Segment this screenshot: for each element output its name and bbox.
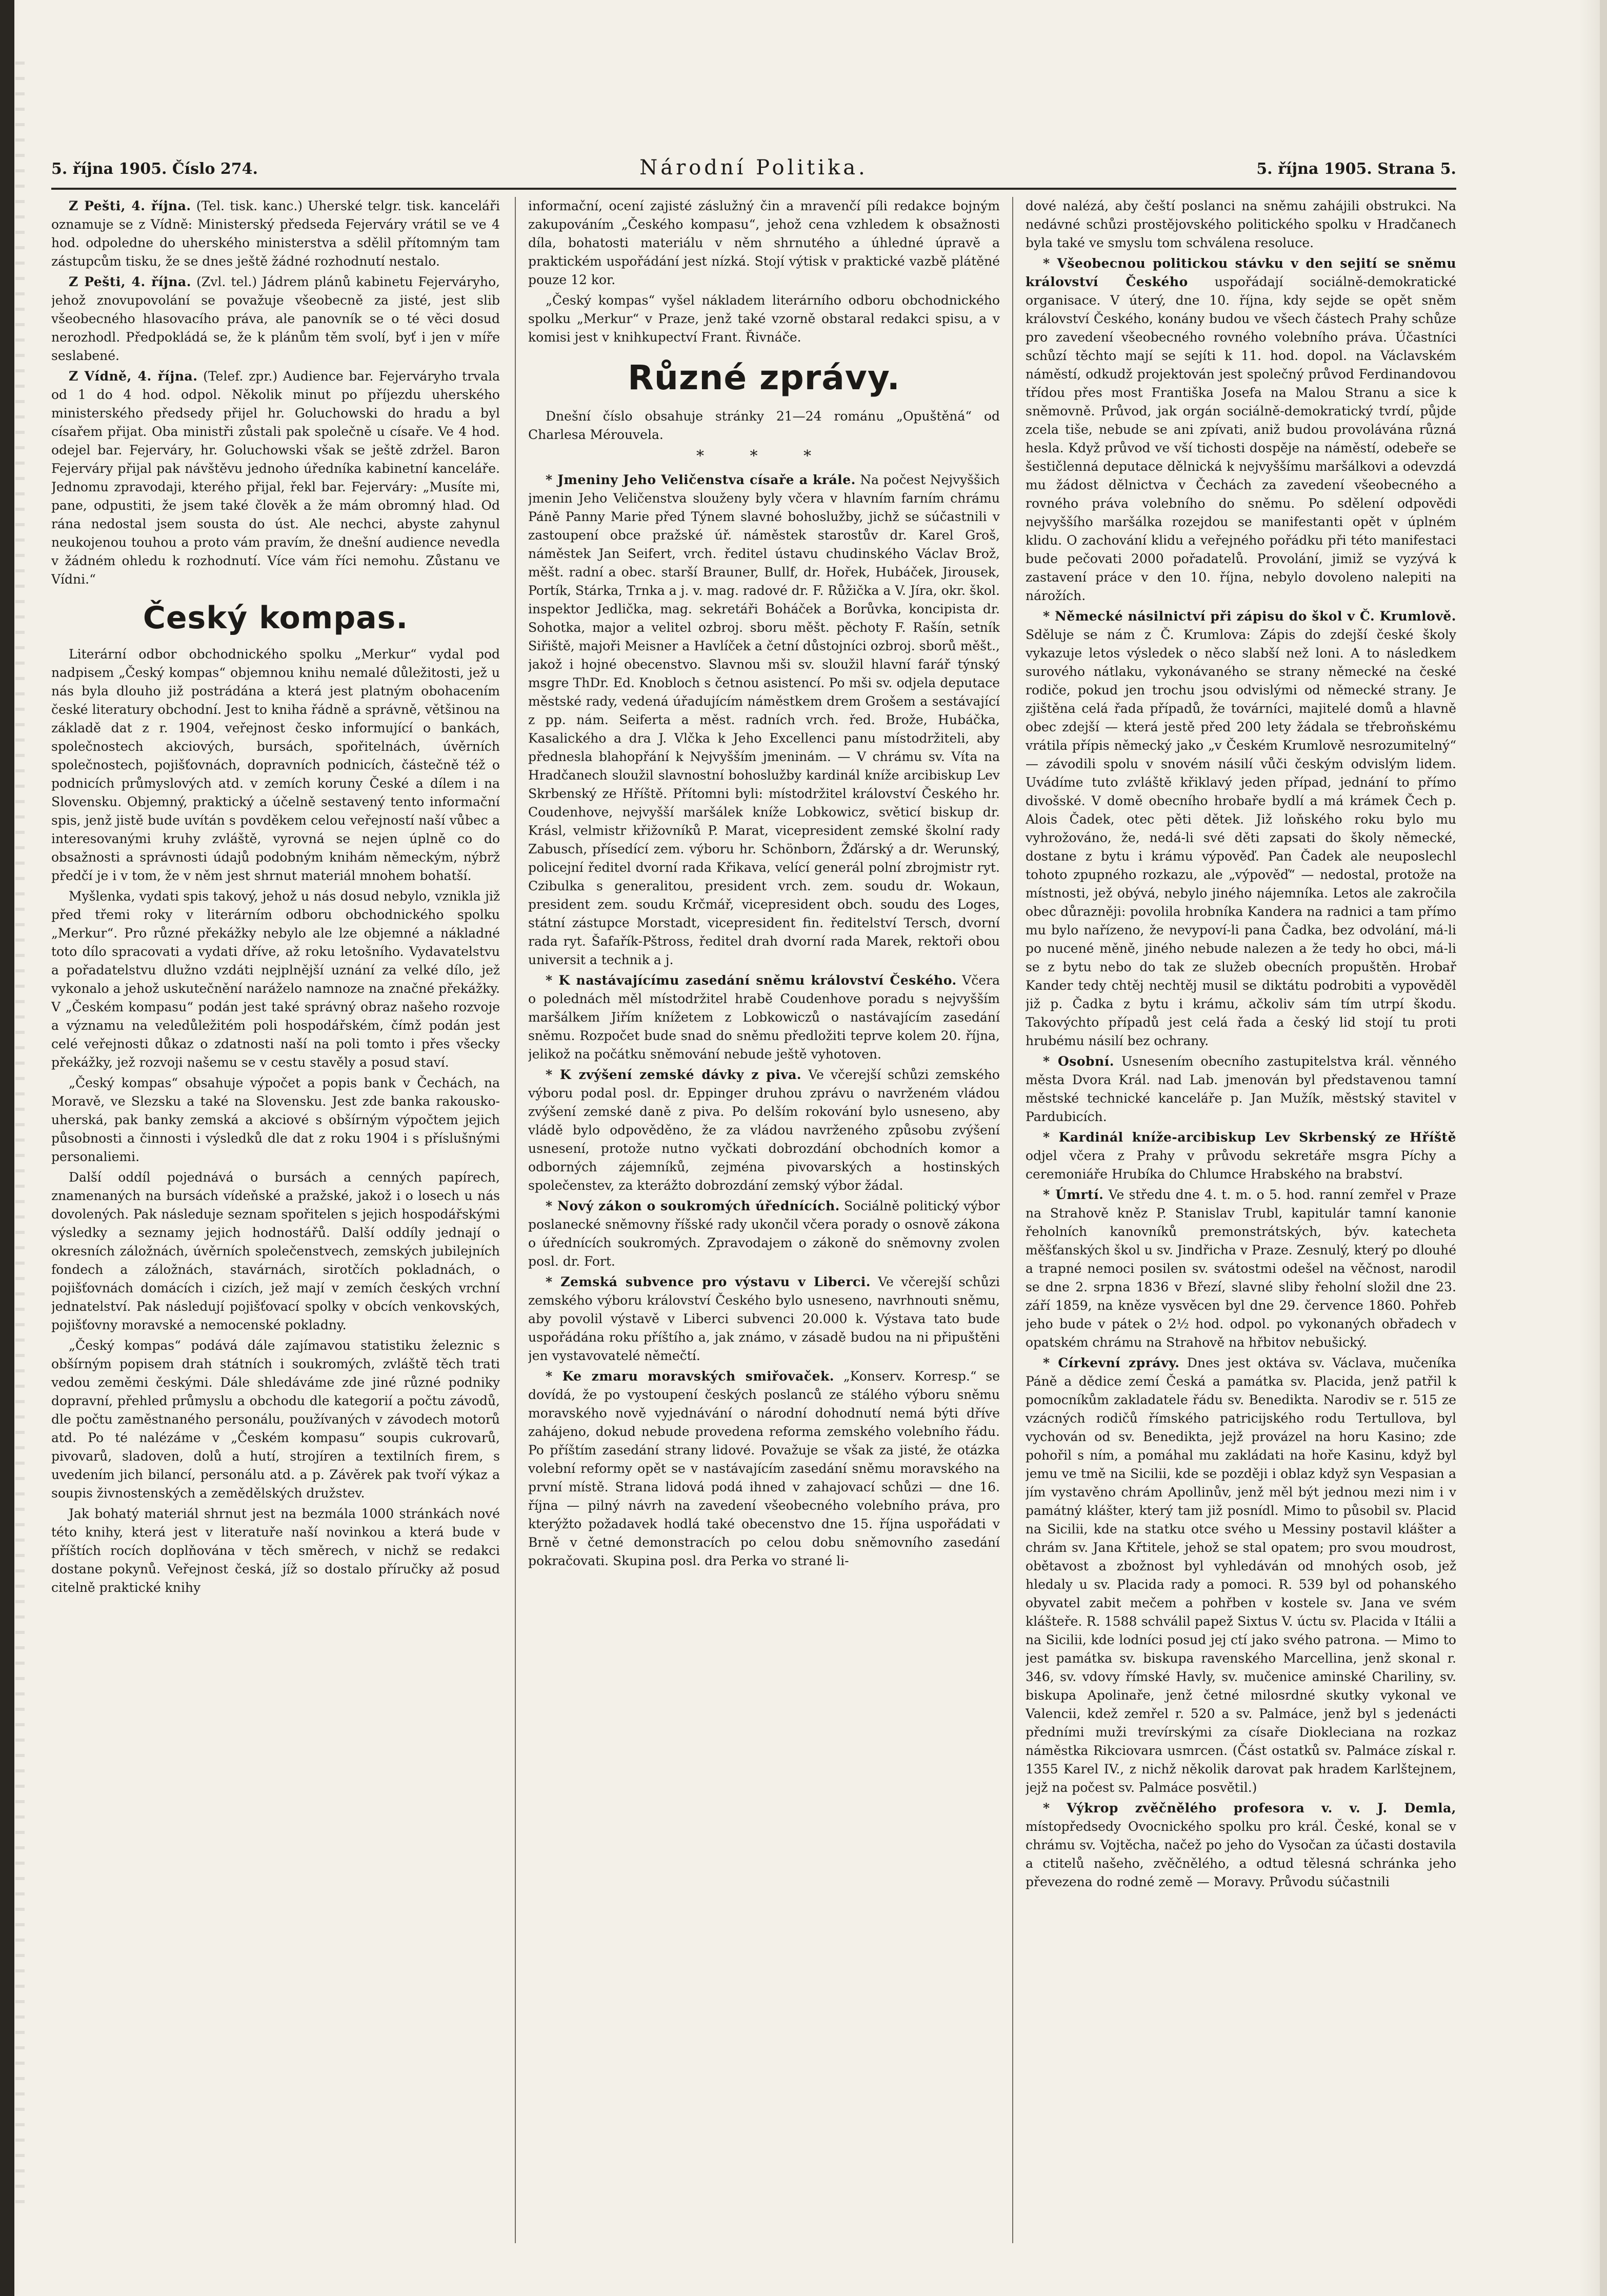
article-paragraph — [51, 197, 500, 271]
article-paragraph: Myšlenka, vydati spis takový, jehož u nás dosud nebylo, vznikla již před třemi roky v literárním odboru obchodnického spolku „Merkur“. Pro různé překážky nebylo ale lze objemné a nákladné toto dílo spracovati a vydati dříve, až roku letošního. Vydavatelstvu a pořadatelstvu dlužno vzdáti nejplnější uznání za velké dílo, jež vykonalo a jehož uskutečnění naráželo namnoze na značné překážky. V „Českém kompasu“ podán jest také správný obraz našeho rozvoje a významu na veledůležitém poli hospodářském, čímž podán jest celé veřejnosti důkaz o zdatnosti naší na poli tomto i přes všecky překážky, jež rozvoji našemu se v cestu stavěly a posud staví. — [51, 889, 500, 1070]
column-divider — [1012, 197, 1013, 2243]
article-paragraph: Dnešní číslo obsahuje stránky 21—24 románu „Opuštěná“ od Charlesa Mérouvela. — [528, 409, 1000, 442]
column-divider — [515, 197, 516, 2243]
article-paragraph — [1026, 1186, 1456, 1352]
article-text: Ve včerejší schůzi zemského výboru podal posl. dr. Eppinger druhou zprávu o navrženém vládou zvýšení zemské daně z piva. Po delším rokování bylo usneseno, aby vládě bylo odpověděno, že za vládou navrženého způsobu zvýšení usnesení, protože nutno vyčkati dobrozdání obchodních komor a odborných zájemníků, zejména pivovarských a hostinských společenstev, za kterážto dobrozdání zemský výbor žádal. — [528, 1067, 1000, 1193]
article-paragraph — [1026, 1128, 1456, 1184]
section-separator-stars: * * * — [696, 447, 832, 465]
article-lead: * Výkrop zvěčnělého profesora v. v. J. Demla, — [1043, 1801, 1456, 1815]
article-paragraph: Literární odbor obchodnického spolku „Merkur“ vydal pod nadpisem „Český kompas“ objemnou knihu nemalé důležitosti, jež u nás byla dlouho již postrádána a která jest platným obohacením české literatury obchodní. Jest to kniha řádně a správně, většinou na základě dat z r. 1904, veřejnost česko informující o bankách, společnostech akciových, bursách, spořitelnách, úvěrních společnostech, pojišťovnách, dopravních podnicích, částečně též o podnicích průmyslových atd. v zemích koruny České a dílem i na Slovensku. Objemný, praktický a účelně sestavený tento informační spis, jenž jistě bude uvítán s povděkem celou veřejností naší vůbec a interesovanými kruhy zvláště, vyrovná se nejen úplně co do obsažnosti a správnosti údajů podobným knihám německým, nýbrž předčí je i v tom, že v něm jest shrnut materiál mnohem bohatší. — [51, 647, 500, 883]
article-lead: * K zvýšení zemské dávky z piva. — [546, 1067, 802, 1082]
page-header — [51, 154, 1456, 185]
column-2 — [528, 197, 1000, 2243]
scan-right-edge — [1600, 0, 1607, 2296]
article-paragraph — [1026, 607, 1456, 1050]
article-text: uspořádají sociálně-demokratické organisace. V úterý, dne 10. října, kdy sejde se opět sněm království Českého, konány budou ve všech částech Prahy schůze pro zavedení všeobecného rovného volebního práva. Účastníci schůzí těchto mají se sejíti k 11. hod. dopol. na Václavském náměstí, odkudž projektován jest společný průvod Ferdinandovou třídou přes most Františka Josefa na Malou Stranu a sice k sněmovně. Průvod, jak orgán sociálně-demokratický tvrdí, půjde zcela tiše, nebude se ani zpívati, aniž budou provolávána různá hesla. Když průvod ve vší tichosti dospěje na náměstí, odebeře se šestičlenná deputace dělnická k nejvyššímu maršálkovi a odevzdá mu žádost dělnictva v Čechách za zavedení všeobecného a rovného práva volebního do sněmu. Po sdělení odpovědi nejvyššího maršálka rozejdou se manifestanti opět v úplném klidu. O zachování klidu a veřejného pořádku při této manifestaci bude pečovati 2000 pořadatelů. Provolání, jimiž se vyzývá k zastavení práce v den 10. října, nebylo dovoleno nalepiti na nárožích. — [1026, 274, 1456, 603]
article-paragraph — [1026, 1354, 1456, 1797]
article-lead: * Všeobecnou politickou stávku v den sejití se sněmu království Českého — [1026, 256, 1456, 289]
article-paragraph — [1026, 1799, 1456, 1891]
article-lead: * Jmeniny Jeho Veličenstva císaře a krále. — [546, 472, 856, 487]
article-paragraph — [1026, 254, 1456, 605]
article-paragraph — [528, 1066, 1000, 1195]
article-text: Sděluje se nám z Č. Krumlova: Zápis do zdejší české školy vykazuje letos výsledek o něco slabší než loni. A to následkem surového nátlaku, vykonávaného se strany německé na české rodiče, pokud jen trochu jsou odvislými od německé strany. Je zjištěna celá řada případů, že továrníci, majitelé domů a hlavně obec zdejší — která jestě před 200 lety žádala se třebroňskému vrátila přípis německý jako „v Českém Krumlově nesrozumitelný“ — závodili spolu v snovém násilí vůči českým odvislým lidem. Uvádíme tuto zvláště křiklavý jeden případ, jednání to přímo divošské. V domě obecního hrobaře bydlí a má krámek Čech p. Alois Čadek, otec pěti dětek. Již loňského roku bylo mu vyhrožováno, že, nedá-li své děti zapsati do školy německé, dostane z bytu i krámu výpověď. Pan Čadek ale neuposlechl tohoto zpupného rozkazu, ale „výpověď“ — nedostal, protože na místnosti, jež obývá, nebylo jiného nájemníka. Letos ale zakročila obec důrazněji: povolila hrobníka Kandera na radnici a tam přímo mu bylo nařízeno, že nevypoví-li pana Čadka, bez odvolání, má-li po nucené měně, jiného nebude nalezen a že tedy ho obci, má-li se z bytu nebo do tak ze služeb obecních propuštěn. Hrobař Kander tedy chtěj nechtěj musil se diktátu podrobiti a vypověděl již p. Čadka z bytu i krámu, ačkoliv sám tím utrpí škodu. Takovýchto případů jest celá řada a český lid stojí tu proti hrubému násilí bez ochrany. — [1026, 627, 1456, 1048]
article-text: místopředsedy Ovocnického spolku pro král. České, konal se v chrámu sv. Vojtěcha, načež po jeho do Vysočan za účasti dostavila a ctitelů našeho, zvěčnělého, a odtud tělesná schránka jeho převezena do rodné země — Moravy. Průvodu súčastnili — [1026, 1819, 1456, 1889]
article-text: (Telef. zpr.) Audience bar. Fejerváryho trvala od 1 do 4 hod. odpol. Několik minut po příjezdu uherského ministerského předsedy přijel hr. Goluchowski do hradu a byl císařem přijat. Oba ministři zůstali pak společně u císaře. Ve 4 hod. odejel bar. Fejerváry, hr. Goluchowski však se ještě zdržel. Baron Fejerváry přijal pak návštěvu jednoho úředníka kabinetní kanceláře. Jednomu zpravodaji, kterého přijal, řekl bar. Fejerváry: „Musíte mi, pane, odpustiti, že jsem také člověk a že mám obromný hlad. Od rána nedostal jsem sousta do úst. Ale nechci, abyste zahynul neukojenou touhou a proto vám pravím, že dnešní audience nevedla v žádném ohledu k rozhodnutí. Více vám říci nemohu. Zůstanu ve Vídni.“ — [51, 369, 500, 587]
article-paragraph: Další oddíl pojednává o bursách a cenných papírech, znamenaných na bursách vídeňské a pražské, jakož i o losech u nás dovolených. Pak následuje seznam spořitelen s jejich hospodářskými výsledky a seznamy jejich hodnostářů. Další oddíly jednají o okresních záložnách, úvěrních společenstvech, zemských jubilejních fondech a záložnách, stavárnách, sirotčích pokladnách, o pojišťovnách domácích i cizích, jež mají v zemích českých vrchní jednatelství. Pak následují pojišťovací spolky v obcích venkovských, pojišťovny moravské a nemocenské pokladny. — [51, 1170, 500, 1332]
article-paragraph: dové nalézá, aby čeští poslanci na sněmu zahájili obstrukci. Na nedávné schůzi prostějovského politického spolku v Hradčanech byla také ve smyslu tom schválena resoluce. — [1026, 198, 1456, 250]
column-1 — [51, 197, 500, 2243]
header-date-issue: 5. října 1905. Číslo 274. — [51, 160, 258, 178]
header-rule — [51, 188, 1456, 190]
article-text: Usnesením obecního zastupitelstva král. věnného města Dvora Král. nad Lab. jmenován byl představenou tamní městské technické kanceláře p. Jan Mužík, městský stavitel v Pardubicích. — [1026, 1054, 1456, 1124]
article-lead: * Ke zmaru moravských smiřovaček. — [546, 1369, 834, 1384]
header-date-page: 5. října 1905. Strana 5. — [1256, 160, 1456, 178]
article-lead: * Osobní. — [1043, 1054, 1114, 1069]
article-lead: * Německé násilnictví při zápisu do škol v Č. Krumlově. — [1043, 609, 1456, 624]
article-paragraph: „Český kompas“ vyšel nákladem literárního odboru obchodnického spolku „Merkur“ v Praze, jenž také vzorně obstaral redakci spisu, a v komisi jest v knihkupectví Frant. Řivnáče. — [528, 293, 1000, 345]
scan-gutter-marks — [15, 62, 25, 2215]
article-paragraph — [528, 471, 1000, 969]
article-paragraph — [528, 1273, 1000, 1365]
article-lead: * Zemská subvence pro výstavu v Liberci. — [546, 1274, 871, 1289]
article-paragraph: „Český kompas“ obsahuje výpočet a popis bank v Čechách, na Moravě, ve Slezsku a také na Slovensku. Jest zde banka rakousko-uherská, pak banky zemská a akciové s obšírným výpočtem jejich působnosti a činnosti i výsledků dle dat z roku 1904 i s příslušnými personaliemi. — [51, 1075, 500, 1164]
article-lead: * Církevní zprávy. — [1043, 1355, 1180, 1370]
article-text: Ve středu dne 4. t. m. o 5. hod. ranní zemřel v Praze na Strahově kněz P. Stanislav Trubl, kapitulár tamní kanonie řeholních kanovníků premonstrátských, býv. katecheta měšťanských škol u sv. Jindřicha v Praze. Zesnulý, který po dlouhé a trapné nemoci posilen sv. svátostmi odešel na věčnost, narodil se dne 2. srpna 1836 v Březí, slavné sliby řeholní složil dne 23. září 1859, na kněze vysvěcen byl dne 29. července 1860. Pohřeb jeho bude v pátek o 2½ hod. odpol. po vykonaných obřadech v opatském chrámu na Strahově na hřbitov nebušický. — [1026, 1187, 1456, 1350]
column-3 — [1026, 197, 1456, 2243]
article-paragraph: informační, ocení zajisté záslužný čin a mravenčí píli redakce bojným zakupováním „Českého kompasu“, jehož cena vzhledem k obsažnosti díla, bohatosti materiálu v něm shrnutého a úhledné úpravě a praktickém uspořádání jest nízká. Stojí výtisk v praktické vazbě plátěné pouze 12 kor. — [528, 198, 1000, 287]
article-text: Dnes jest oktáva sv. Václava, mučeníka Páně a dědice zemí Česká a památka sv. Placida, jenž patřil k pomocníkům zakladatele řádu sv. Benedikta. Narodiv se r. 515 ze vzácných rodičů římského patricijského rodu Tertullova, byl vychován od sv. Benedikta, jejž provázel na horu Kasino; zde pohořil s ním, a pomáhal mu zakládati na hoře Kasinu, když byl jemu ve tmě na Sicilii, kde se později i oblaz když syn Vespasian a jím vystavěno chrám Apollinův, jenž měl být jednou mezi nim i v památný klášter, který tam již posnídl. Mimo to působil sv. Placid na Sicilii, kde na statku otce svého u Messiny postavil klášter a chrám sv. Jana Křtitele, jehož se stal opatem; pro svou moudrost, obětavost a zbožnost byl vyhledáván od mnohých osob, jež hledaly u sv. Placida rady a pomoci. R. 539 byl od pohanského obyvatel zabit mečem a pohřben v kostele sv. Jana ve svém klášteře. R. 1588 schválil papež Sixtus V. úctu sv. Placida v Itálii a na Sicilii, kde lodníci posud jej ctí jako svého patrona. — Mimo to jest památka sv. biskupa ravenského Marcellina, jenž skonal r. 346, sv. vdovy římské Havly, sv. mučenice aminské Chariliny, sv. biskupa Apolinaře, jenž četné milosrdné skutky vykonal ve Valencii, kdež zemřel r. 520 a sv. Palmáce, jenž byl s jedenácti předními muži trevírskými za císaře Diokleciana na rozkaz náměstka Rikciovara usmrcen. (Část ostatků sv. Palmáce získal r. 1355 Karel IV., z nichž několik darovat pak hradem Karlštejnem, jejž na počest sv. Palmáce posvětil.) — [1026, 1355, 1456, 1795]
article-paragraph — [528, 1197, 1000, 1271]
section-heading-ruzne-zpravy: Různé zprávy. — [628, 358, 900, 397]
masthead-title: Národní Politika. — [639, 156, 868, 179]
article-paragraph — [528, 1367, 1000, 1570]
article-paragraph — [51, 367, 500, 589]
article-text: (Zvl. tel.) Jádrem plánů kabinetu Fejerváryho, jehož znovupovolání se považuje všeobecně za jisté, jest slib všeobecného hlasovacího práva, ale panovník se o té věci dosud nerozhodl. Předpokládá se, že k plánům těm svolí, byť i jen v míře seslabené. — [51, 274, 500, 363]
section-heading-cesky-kompas: Český kompas. — [143, 600, 409, 636]
article-paragraph — [1026, 1052, 1456, 1126]
article-lead: Z Pešti, 4. října. — [69, 198, 191, 213]
article-text: Na počest Nejvyššich jmenin Jeho Veličenstva slouženy byly včera v hlavním farním chrámu Páně Panny Marie před Týnem slavné bohoslužby, jichž se súčastnili v zastoupení obce pražské úř. náměstek starostův dr. Karel Groš, náměstek Jan Seifert, vrch. ředitel ústavu chudinského Václav Brož, měšt. radní a obec. starší Brauner, Bullf, dr. Hořek, Hubáček, Jirousek, Portík, Stárka, Trnka a j. v. mag. radové dr. F. Růžička a V. Jíra, okr. škol. inspektor Jedlička, mag. sekretáři Boháček a Borůvka, koncipista dr. Sohotka, major a velitel ozbroj. sboru měšt. pěchoty F. Rašín, setník Siřiště, majoři Meisner a Havlíček a četní důstojníci ozbroj. sborů měšt., jakož i hojné obecenstvo. Slavnou mši sv. sloužil hlavní farář týnský msgre ThDr. Ed. Knobloch s četnou asistencí. Po mši sv. odjela deputace městské rady, vedená úřadujícím náměstkem drem Grošem a sestávající z pp. nám. Seiferta a měst. radních vrch. řed. Brože, Hubáčka, Kasalického a dra J. Vlčka k Jeho Excellenci panu místodržiteli, aby přednesla blahopřání k Nejvyšším jmeninám. — V chrámu sv. Víta na Hradčanech sloužil slavnostní bohoslužby kardinál kníže arcibiskup Lev Skrbenský ze Hříště. Přítomni byli: místodržitel království Českého hr. Coudenhove, nejvyšší maršálek kníže Lobkowicz, světicí biskup dr. Krásl, velmistr křižovníků P. Marat, vicepresident zemské školní rady Zabusch, přísedící zem. výboru hr. Schönborn, Žďárský a dr. Werunský, policejní ředitel dvorní rada Křikava, velící generál polní zbrojmistr ryt. Czibulka s generalitou, president vrch. zem. soudu dr. Wokaun, president zem. soudu Krčmář, vicepresident obch. soudu des Loges, státní zástupce Morstadt, vicepresident fin. ředitelství Tersch, dvorní rada ryt. Šafařík-Pštross, ředitel drah dvorní rada Marek, rektoři obou universit a technik a j. — [528, 472, 1000, 967]
article-paragraph: „Český kompas“ podává dále zajímavou statistiku železnic s obšírným popisem drah státních i soukromých, zvláště těch trati vedou zeměmi českými. Dále shledáváme zde jiné různé podniky dopravní, přehled průmyslu a obchodu dle kategorií a počtu závodů, dle počtu zaměstnaného personálu, používaných v závodech motorů atd. Po té nalézáme v „Českém kompasu“ soupis cukrovarů, pivovarů, sladoven, dolů a hutí, strojíren a textilních firem, s uvedením jich bilancí, personálu atd. a p. Závěrek pak tvoří výkaz a soupis živnostenských a zemědělských družstev. — [51, 1338, 500, 1501]
article-lead: Z Vídně, 4. října. — [69, 369, 198, 384]
article-text: Včera o polednách měl místodržitel hrabě Coudenhove poradu s nejvyšším maršálkem Jiřím knížetem z Lobkowiczů o nastávajícím zasedání sněmu. Rozpočet bude snad do sněmu předložiti teprve kolem 20. října, jelikož na počátku sněmování nebude ještě vyhotoven. — [528, 973, 1000, 1062]
article-text: „Konserv. Korresp.“ se dovídá, že po vystoupení českých poslanců ze stálého výboru sněmu moravského nově vyjednávání o národní dohodnutí nemá býti dříve zahájeno, dokud nebude provedena reforma zemského volebního řádu. Po příštím zasedání strany lidové. Považuje se však za jisté, že otázka volební reformy opět se v nastávajícím zasedání sněmu moravského na první místě. Strana lidová podá ihned v zahajovací schůzi — dne 16. října — pilný návrh na zavedení všeobecného volebního práva, pro kterýžto požadavek hodlá také obecenstvo dne 15. října uspořádati v Brně v četné demonstracích po celou dobu sněmovního zasedání pokračovati. Skupina posl. dra Perka vo strané li- — [528, 1369, 1000, 1568]
article-lead: * Kardinál kníže-arcibiskup Lev Skrbenský ze Hříště — [1043, 1130, 1456, 1145]
article-lead: * Úmrtí. — [1043, 1187, 1104, 1202]
article-text: Sociálně politický výbor poslanecké sněmovny říšské rady ukončil včera porady o osnově zákona o úřednících soukromých. Zpravodajem o zákoně do sněmovny zvolen posl. dr. Fort. — [528, 1199, 1000, 1269]
article-lead: * K nastávajícímu zasedání sněmu království Českého. — [546, 973, 957, 988]
article-paragraph — [528, 971, 1000, 1064]
article-lead: * Nový zákon o soukromých úřednících. — [546, 1199, 840, 1213]
article-paragraph: Jak bohatý materiál shrnut jest na bezmála 1000 stránkách nové této knihy, která jest v literatuře naší novinkou a která bude v příštích rocích doplňována v těch směrech, v nichž se redakci dostane pokynů. Veřejnost česká, jíž so dostalo příručky až posud citelně praktické knihy — [51, 1506, 500, 1595]
article-paragraph — [51, 273, 500, 365]
article-text: odjel včera z Prahy v průvodu sekretáře msgra Píchy a ceremoniáře Hrubíka do Chlumce Hrabského na brabství. — [1026, 1148, 1456, 1182]
article-text: (Tel. tisk. kanc.) Uherské telgr. tisk. kanceláři oznamuje se z Vídně: Ministerský předseda Fejerváry vrátil se ve 4 hod. odpoledne do uherského ministerstva a sdělil přítomným tam zástupcům tisku, že se dnes ještě žádné rozhodnutí nestalo. — [51, 198, 500, 269]
article-text: Ve včerejší schůzi zemského výboru království Českého bylo usneseno, navrhnouti sněmu, aby povolil výstavě v Liberci subvenci 20.000 k. Výstava tato bude uspořádána roku příštího a, jak známo, v zásadě budou na ni připuštěni jen vystavovatelé němečtí. — [528, 1274, 1000, 1363]
article-lead: Z Pešti, 4. října. — [69, 274, 191, 289]
scan-left-edge — [0, 0, 14, 2296]
